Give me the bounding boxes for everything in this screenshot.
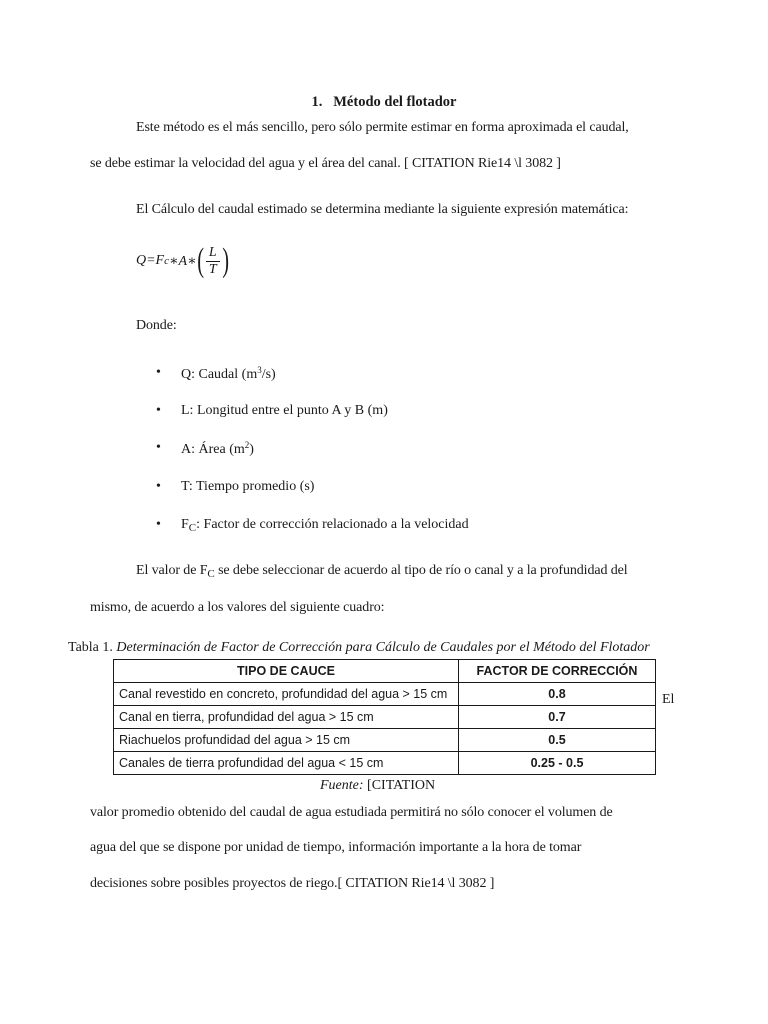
header-tipo-cauce: TIPO DE CAUCE	[114, 660, 459, 683]
bullet-a: A: Área $(m^2)$	[181, 440, 254, 457]
table-cell-tipo: Canales de tierra profundidad del agua < 15 cm	[114, 752, 459, 775]
bullet-fc: $F_C$: Factor de corrección relacionado a la velocidad	[181, 517, 469, 534]
table-cell-factor: 0.8	[459, 683, 656, 706]
source-label: Fuente:	[320, 778, 364, 793]
formula-fraction	[206, 245, 220, 277]
formula-mid: ∗A∗	[169, 253, 197, 269]
table-row	[114, 729, 656, 752]
header-factor: FACTOR DE CORRECCIÓN	[459, 660, 656, 683]
formula-numerator: L	[206, 245, 220, 261]
formula-lhs: Q=F	[136, 253, 165, 268]
bullet-icon: •	[156, 479, 161, 494]
closing-line-3: decisiones sobre posibles proyectos de riego.[ CITATION Rie14 \l 3082 ]	[90, 876, 495, 891]
table-caption	[68, 640, 650, 656]
bullet-icon: •	[156, 517, 161, 532]
valor-line-2: mismo, de acuerdo a los valores del siguiente cuadro:	[90, 600, 385, 615]
bullet-icon: •	[156, 440, 161, 455]
closing-el: El	[662, 692, 675, 707]
table-row	[114, 752, 656, 775]
table-cell-factor: 0.25 - 0.5	[459, 752, 656, 775]
caption-label: Tabla 1.	[68, 640, 117, 655]
table-row	[114, 706, 656, 729]
bullet-q: Q: Caudal $(m^3/s)$	[181, 365, 276, 382]
heading-number: 1.	[311, 94, 323, 110]
bullet-t: T: Tiempo promedio (s)	[181, 479, 315, 494]
heading-title: Método del flotador	[333, 94, 457, 110]
formula-left-paren: (	[196, 242, 204, 279]
bullet-icon: •	[156, 365, 161, 380]
closing-line-1: valor promedio obtenido del caudal de agua estudiada permitirá no sólo conocer el volumen de	[90, 805, 613, 820]
table-header-row	[114, 660, 656, 683]
table-cell-tipo: Canal revestido en concreto, profundidad del agua > 15 cm	[114, 683, 459, 706]
bullet-l: L: Longitud entre el punto A y B (m)	[181, 403, 388, 418]
table-cell-tipo: Canal en tierra, profundidad del agua > 15 cm	[114, 706, 459, 729]
intro-line-2: se debe estimar la velocidad del agua y el área del canal. [ CITATION Rie14 \l 3082 ]	[90, 156, 561, 171]
formula-denominator: T	[208, 261, 217, 277]
calc-intro: El Cálculo del caudal estimado se determina mediante la siguiente expresión matemática:	[136, 202, 629, 217]
intro-line-1: Este método es el más sencillo, pero sólo permite estimar en forma aproximada el caudal,	[136, 120, 629, 135]
donde-label: Donde:	[136, 318, 177, 333]
bullet-icon: •	[156, 403, 161, 418]
caption-title: Determinación de Factor de Corrección para Cálculo de Caudales por el Método del Flotador	[116, 640, 650, 655]
correction-factor-table	[113, 659, 656, 775]
formula-right-paren: )	[221, 242, 229, 279]
valor-line-1: El valor de $F_C$ se debe seleccionar de acuerdo al tipo de río o canal y a la profundidad del	[136, 563, 628, 580]
closing-line-2: agua del que se dispone por unidad de tiempo, información importante a la hora de tomar	[90, 840, 582, 855]
section-heading	[0, 94, 768, 111]
source-text: [CITATION	[363, 778, 436, 793]
flow-formula	[136, 244, 229, 278]
table-cell-factor: 0.7	[459, 706, 656, 729]
table-row	[114, 683, 656, 706]
table-cell-factor: 0.5	[459, 729, 656, 752]
table-cell-tipo: Riachuelos profundidad del agua > 15 cm	[114, 729, 459, 752]
table-source	[320, 778, 435, 794]
formula-sub: c	[164, 255, 169, 267]
